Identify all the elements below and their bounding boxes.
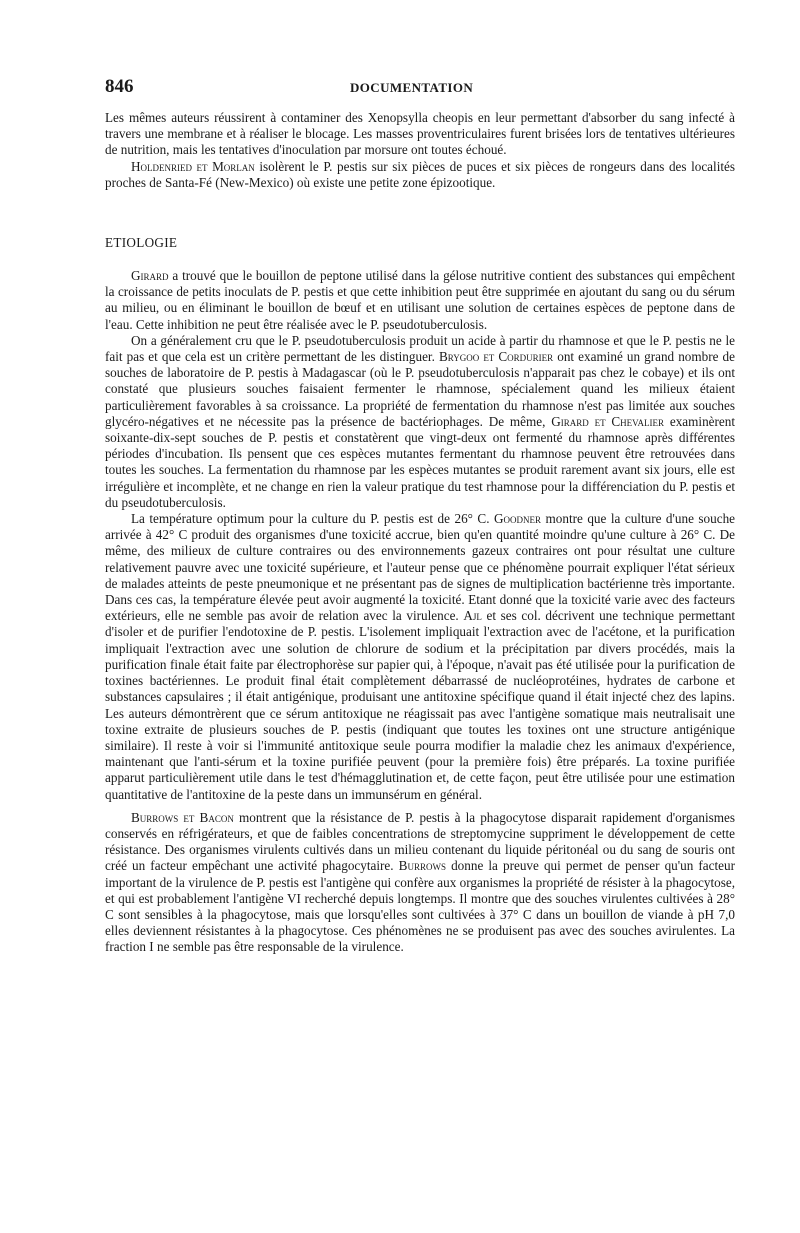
page-header [105,76,735,100]
author-names: Holdenried et Morlan [131,158,255,174]
author-names: Girard et Chevalier [551,413,665,429]
paragraph-text: montre que la culture d'une souche arrivée à 42° C produit des organismes d'une toxicité accrue, bien qu'en quantité moindre qu'une culture à 26° C. De même, des milieux de culture contraires ou des environnements gazeux contraires ont pour résultat une culture relativement pauvre avec une toxicité supérieure, et l'auteur pense que ce phénomène pourrait expliquer l'état sérieux de malades atteints de peste pneumonique et ne présentant pas de signes de multiplication bactérienne très importante. Dans ces cas, la température élevée peut avoir augmenté la toxicité. Etant donné que la toxicité varie avec des facteurs extérieurs, elle ne semble pas avoir de relation avec la virulence. [105,511,736,624]
paragraph-holdenried [105,159,735,191]
paragraph-text: ont examiné un grand nombre de souches de laboratoire de P. pestis à Madagascar (où le P. pseudotuberculosis n'apparait pas chez le cobaye) et ils ont constaté que plusieurs souches faisaient fermenter le rhamnose, spécialement quand les milieux étaient particulièrement favorables à sa croissance. La propriété de fermentation du rhamnose n'est pas limitée aux souches glycéro-négatives et ne nécessite pas la présence de bactériophages. De même, [105,349,735,429]
paragraph-text: On a généralement cru que le P. pseudotuberculosis produit un acide à partir du rhamnose et que le P. pestis ne le fait pas et que cela est un critère permettant de les distinguer. [105,332,735,365]
paragraph-text: examinèrent soixante-dix-sept souches de P. pestis et constatèrent que vingt-deux ont fermenté du rhamnose après différentes périodes d'incubation. Ils pensent que ces espèces mutantes fermentant du rhamnose peuvent être retrouvées dans toutes les souches. La fermentation du rhamnose par les espèces mutantes se produit rarement avant six jours, elle est irrégulière et incomplète, et ne change en rien la valeur pratique du test rhamnose pour la différenciation du P. pestis et du pseudotuberculosis. [105,413,736,510]
author-names: Brygoo et Cordurier [438,349,554,365]
paragraph-temperature-toxin [105,511,735,803]
running-title: DOCUMENTATION [350,80,474,95]
paragraph-text: et ses col. décrivent une technique permettant d'isoler et de purifier l'endotoxine de P. pestis. L'isolement impliquait l'extraction avec de l'acétone, et la purification impliquait l'extraction avec une solution de chlorure de sodium et la précipitation par divers procédés, mais la purification finale était faite par électrophorèse sur papier qui, à l'époque, n'avait pas été utilisée pour la purification de toxines bactériennes. Le produit final était complètement débarrassé de nucléoprotéines, hydrates de carbone et substances capsulaires ; il était antigénique, produisant une antitoxine spécifique quand il était injecté chez des lapins. Les auteurs démontrèrent que ce sérum antitoxique ne réagissait pas avec l'antigène somatique mais neutralisait une toxine extraite de plusieurs souches de P. pestis (indiquant que toutes les toxines ont une structure antigénique similaire). Il reste à voir si l'immunité antitoxique seule pourra modifier la maladie chez les animaux d'expérience, maintenant que l'anti-sérum et la toxine purifiée peuvent (pour la première fois) être préparés. La toxine purifiée apparut particulièrement utile dans le test d'hémagglutination et, de cette façon, peut être utilisée pour une estimation quantitative de l'antitoxine de la peste dans un immunsérum en général. [105,608,736,802]
author-names: Ajl [463,608,482,624]
section-heading-etiologie: ETIOLOGIE [105,235,178,251]
paragraph-text: a trouvé que le bouillon de peptone utilisé dans la gélose nutritive contient des substances qui empêchent la croissance de petits inoculats de P. pestis et que cette inhibition peut être supprimée en ajoutant du sang ou du sérum au milieu, ou en éliminant le bouillon de bœuf et en utilisant une solution de certaines espèces de peptone dans de l'eau. Cette inhibition ne peut être réalisée avec le P. pseudotuberculosis. [105,268,735,332]
author-names: Burrows et Bacon [131,809,234,825]
paragraph-phagocytosis [105,810,735,956]
document-page [105,76,735,956]
paragraph-text: isolèrent le P. pestis sur six pièces de puces et six pièces de rongeurs dans des localités proches de Santa-Fé (New-Mexico) où existe une petite zone épizootique. [105,158,736,190]
paragraph-xenopsylla: Les mêmes auteurs réussirent à contaminer des Xenopsylla cheopis en leur permettant d'absorber du sang infecté à travers une membrane et à réaliser le blocage. Les masses proventriculaires furent brisées lors de tentatives ultérieures de nutrition, mais les tentatives d'inoculation par morsure ont toutes échoué. [105,110,735,158]
paragraph-text: La température optimum pour la culture du P. pestis est de 26° C. [131,511,490,527]
paragraph-girard-peptone [105,268,735,333]
page-number: 846 [105,76,134,97]
author-names: Girard [131,268,169,284]
author-names: Goodner [494,511,542,527]
paragraph-text: donne la preuve qui permet de penser qu'un facteur important de la virulence de P. pestis est l'antigène qui confère aux organismes la propriété de résister à la phagocytose, et qui est probablement l'antigène VI recherché depuis longtemps. Il montre que des souches virulentes cultivées à 28° C sont sensibles à la phagocytose, mais que lorsqu'elles sont cultivées à 37° C dans un bouillon de viande à pH 7,0 elles deviennent résistantes à la phagocytose. Ces phénomènes ne se produisent pas avec des souches avirulentes. La fraction I ne semble pas être responsable de la virulence. [105,858,736,955]
paragraph-rhamnose [105,333,735,511]
paragraph-text: montrent que la résistance de P. pestis à la phagocytose disparait rapidement d'organismes conservés en réfrigérateurs, et que de faibles concentrations de streptomycine suppriment le développement de cette résistance. Des organismes virulents cultivés dans un milieu contenant du liquide péritonéal ou du sang de souris ont créé un facteur empêchant une activité phagocytaire. [105,809,736,874]
author-names: Burrows [398,858,446,874]
